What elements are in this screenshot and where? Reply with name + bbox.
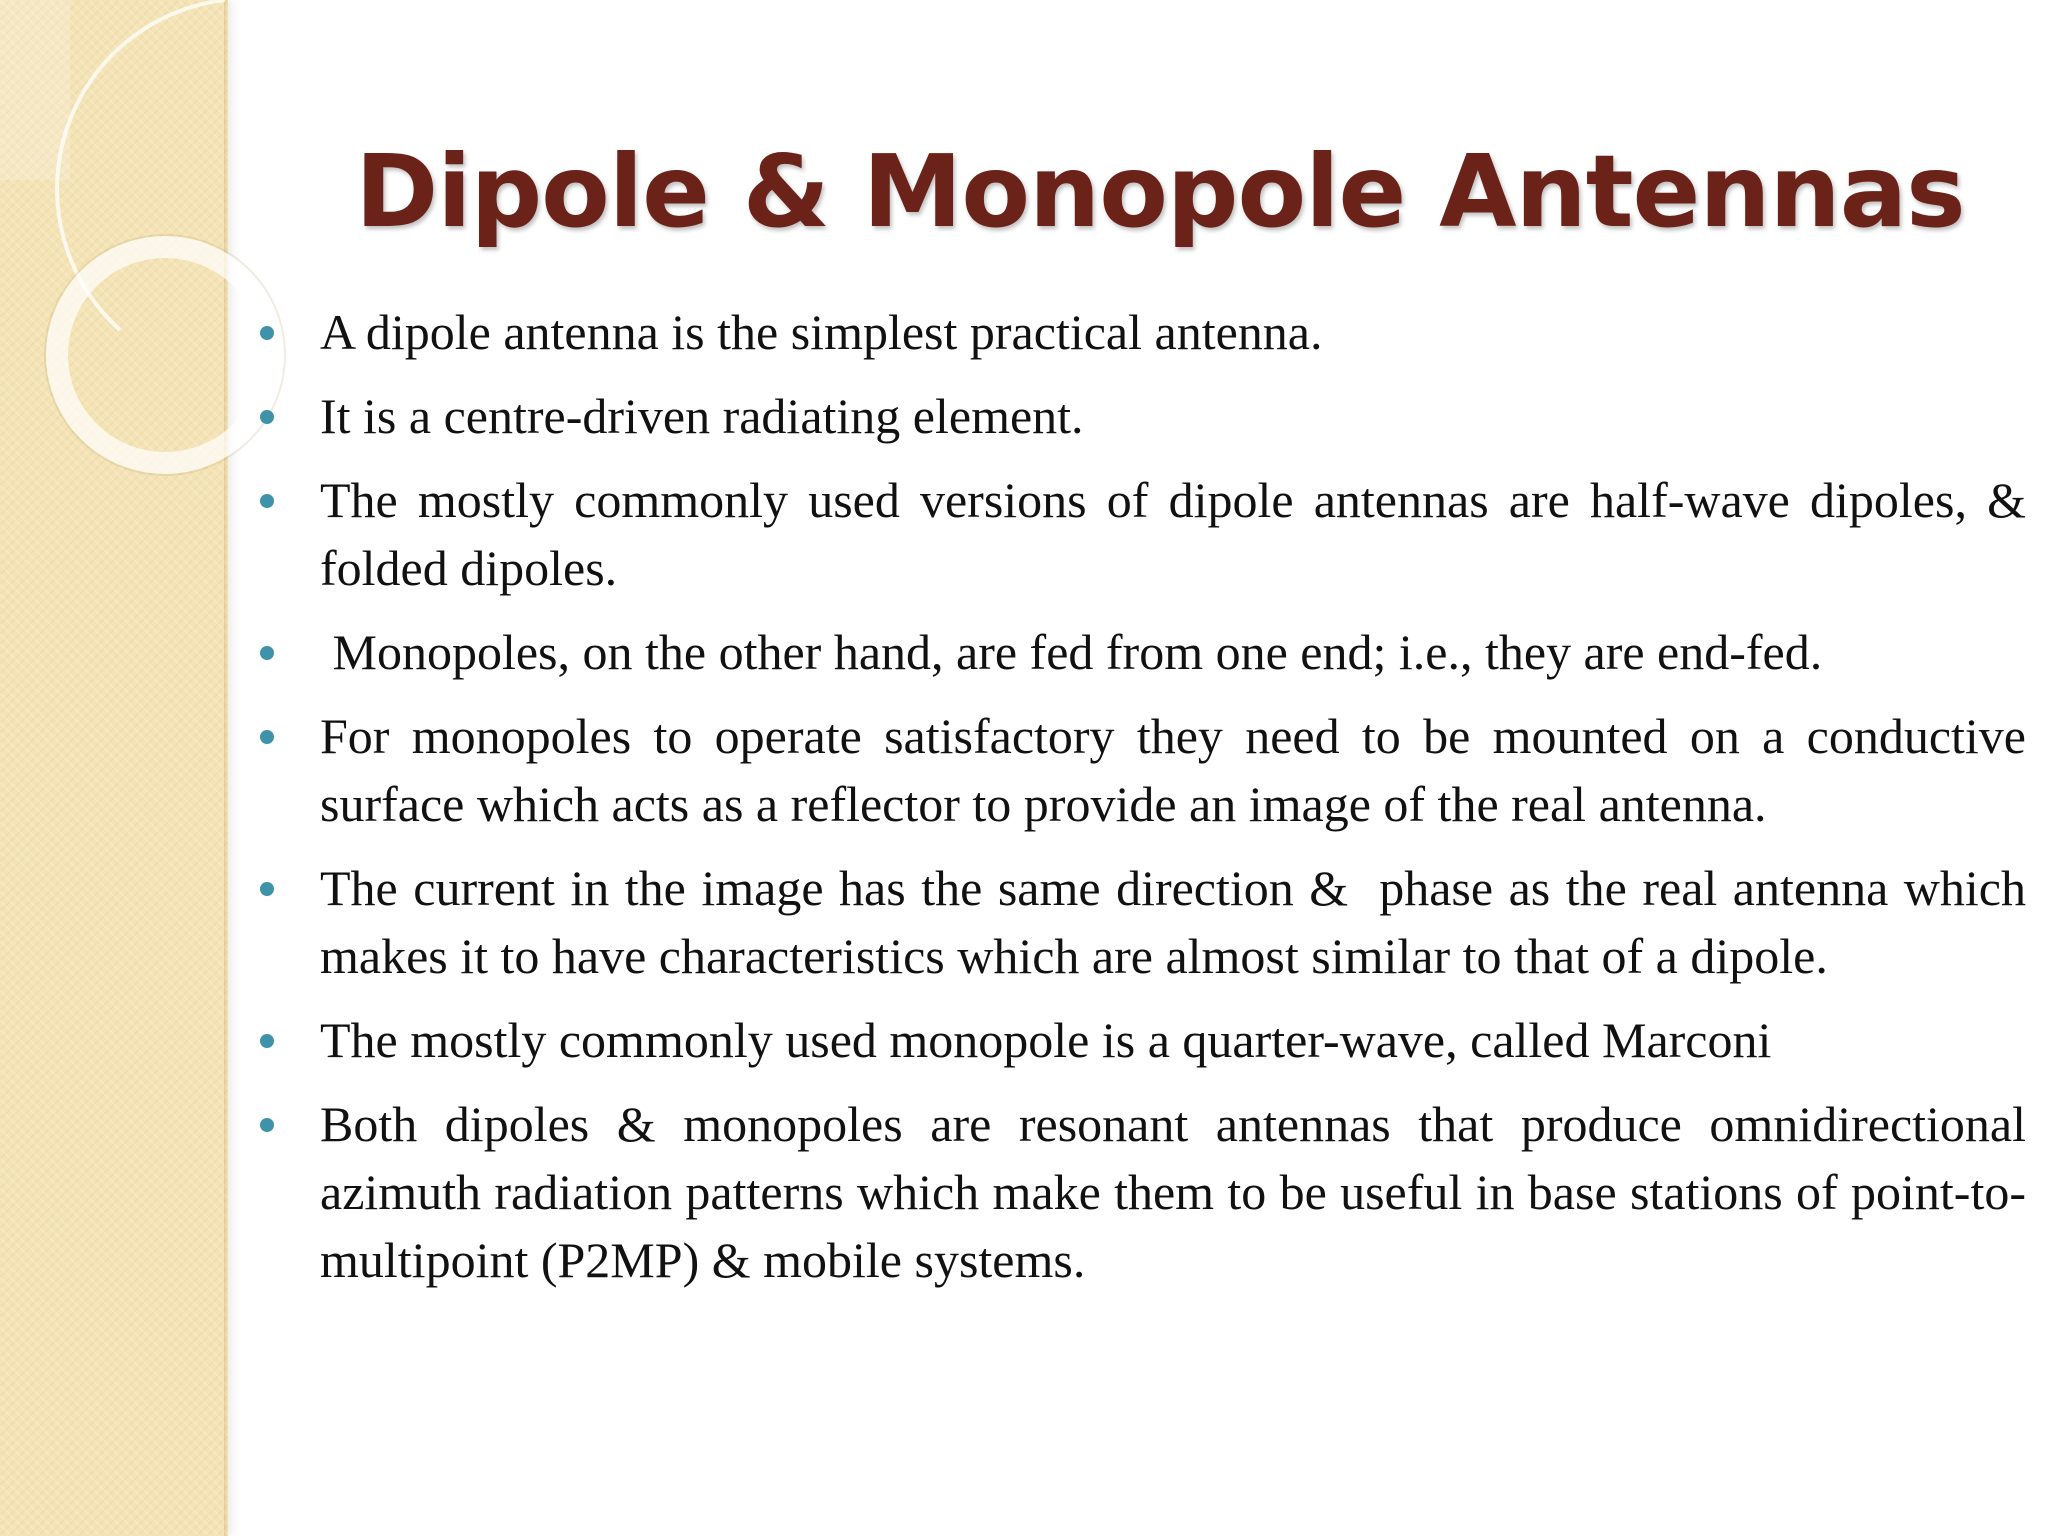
bullet-text: Both dipoles & monopoles are resonant antennas that produce omnidirectional azimuth radiation patterns which make them to be useful in base stations of point-to-multipoint (P2MP) & mobile systems.: [320, 1096, 2026, 1288]
bullet-item: [256, 618, 2026, 686]
decorative-square: [0, 0, 70, 180]
bullet-item: [256, 1090, 2026, 1294]
bullet-item: [256, 382, 2026, 450]
bullet-text: The mostly commonly used versions of dipole antennas are half-wave dipoles, & folded dipoles.: [320, 472, 2026, 596]
bullet-item: [256, 298, 2026, 366]
bullet-text: The current in the image has the same direction & phase as the real antenna which makes it to have characteristics which are almost similar to that of a dipole.: [320, 860, 2039, 984]
bullet-item: [256, 702, 2026, 838]
bullet-icon: [260, 1034, 274, 1048]
slide-title: Dipole & Monopole Antennas: [355, 133, 1965, 250]
bullet-item: [256, 854, 2039, 990]
bullet-text: The mostly commonly used monopole is a quarter-wave, called Marconi: [320, 1012, 1772, 1068]
bullet-icon: [260, 646, 274, 660]
bullet-item: [256, 466, 2026, 602]
bullet-list: [256, 298, 2039, 1310]
decorative-rings: [0, 0, 260, 520]
bullet-icon: [260, 730, 274, 744]
bullet-text: It is a centre-driven radiating element.: [320, 388, 1084, 444]
bullet-icon: [260, 410, 274, 424]
bullet-text: A dipole antenna is the simplest practical antenna.: [320, 304, 1323, 360]
bullet-icon: [260, 882, 274, 896]
bullet-item: [256, 1006, 2026, 1074]
bullet-icon: [260, 326, 274, 340]
bullet-icon: [260, 494, 274, 508]
bullet-text: For monopoles to operate satisfactory they need to be mounted on a conductive surface which acts as a reflector to provide an image of the real antenna.: [320, 708, 2026, 832]
bullet-text: Monopoles, on the other hand, are fed from one end; i.e., they are end-fed.: [320, 624, 1823, 680]
decorative-ring-lower: [57, 247, 273, 463]
bullet-icon: [260, 1118, 274, 1132]
